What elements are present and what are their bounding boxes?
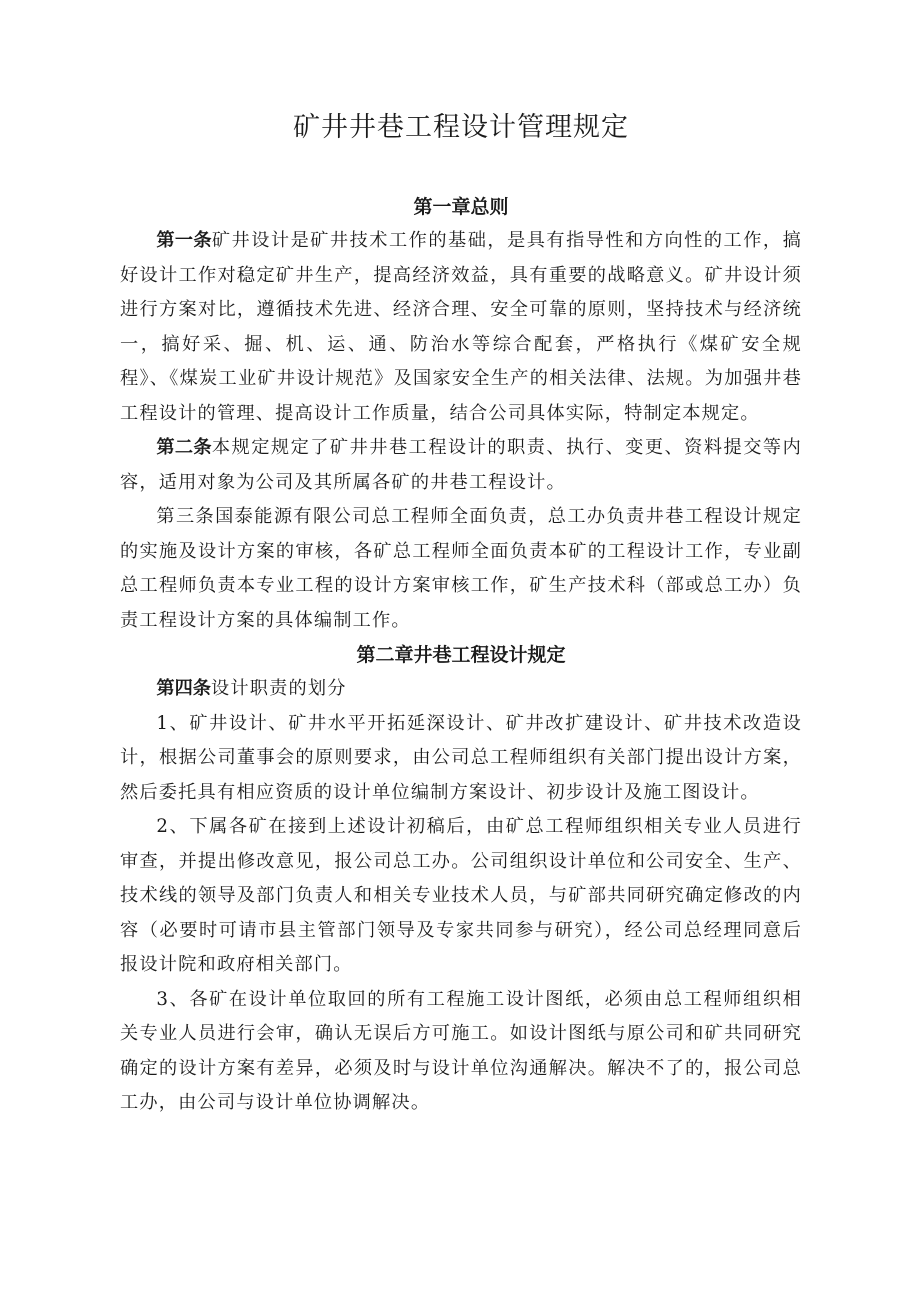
chapter-2-heading: 第二章井巷工程设计规定	[356, 644, 566, 666]
article-2	[120, 431, 802, 500]
article-4-item-1: 1、矿井设计、矿井水平开拓延深设计、矿井改扩建设计、矿井技术改造设计，根据公司董事会的原则要求，由公司总工程师组织有关部门提出设计方案，然后委托具有相应资质的设计单位编制方案设计、初步设计及施工图设计。	[120, 712, 802, 803]
article-4-lead: 第四条	[156, 678, 211, 699]
article-4-item-3: 3、各矿在设计单位取回的所有工程施工设计图纸，必须由总工程师组织相关专业人员进行会审，确认无误后方可施工。如设计图纸与原公司和矿共同研究确定的设计方案有差异，必须及时与设计单位沟通解决。解决不了的，报公司总工办，由公司与设计单位协调解决。	[120, 988, 802, 1113]
article-3	[120, 500, 802, 638]
article-1-lead: 第一条	[156, 230, 212, 251]
article-1-text: 矿井设计是矿井技术工作的基础，是具有指导性和方向性的工作，搞好设计工作对稳定矿井生产，提高经济效益，具有重要的战略意义。矿井设计须进行方案对比，遵循技术先进、经济合理、安全可靠的原则，坚持技术与经济统一，搞好采、掘、机、运、通、防治水等综合配套，严格执行《煤矿安全规程》、《煤炭工业矿井设计规范》及国家安全生产的相关法律、法规。为加强井巷工程设计的管理、提高设计工作质量，结合公司具体实际，特制定本规定。	[120, 230, 802, 424]
article-4-text: 设计职责的划分	[210, 678, 347, 699]
article-3-lead: 第三条	[156, 506, 216, 527]
article-2-text: 本规定规定了矿井井巷工程设计的职责、执行、变更、资料提交等内容，适用对象为公司及其所属各矿的井巷工程设计。	[120, 437, 802, 493]
article-3-text: 国泰能源有限公司总工程师全面负责，总工办负责井巷工程设计规定的实施及设计方案的审核，各矿总工程师全面负责本矿的工程设计工作，专业副总工程师负责本专业工程的设计方案审核工作，矿生产技术科（部或总工办）负责工程设计方案的具体编制工作。	[120, 506, 802, 631]
article-1	[120, 224, 802, 431]
document-title: 矿井井巷工程设计管理规定	[293, 112, 629, 143]
article-4-item-2: 2、下属各矿在接到上述设计初稿后，由矿总工程师组织相关专业人员进行审查，并提出修改意见，报公司总工办。公司组织设计单位和公司安全、生产、技术线的领导及部门负责人和相关专业技术人员，与矿部共同研究确定修改的内容（必要时可请市县主管部门领导及专家共同参与研究），经公司总经理同意后报设计院和政府相关部门。	[120, 816, 802, 975]
article-4	[120, 672, 802, 707]
chapter-1-heading: 第一章总则	[413, 196, 509, 218]
article-2-lead: 第二条	[156, 437, 212, 458]
